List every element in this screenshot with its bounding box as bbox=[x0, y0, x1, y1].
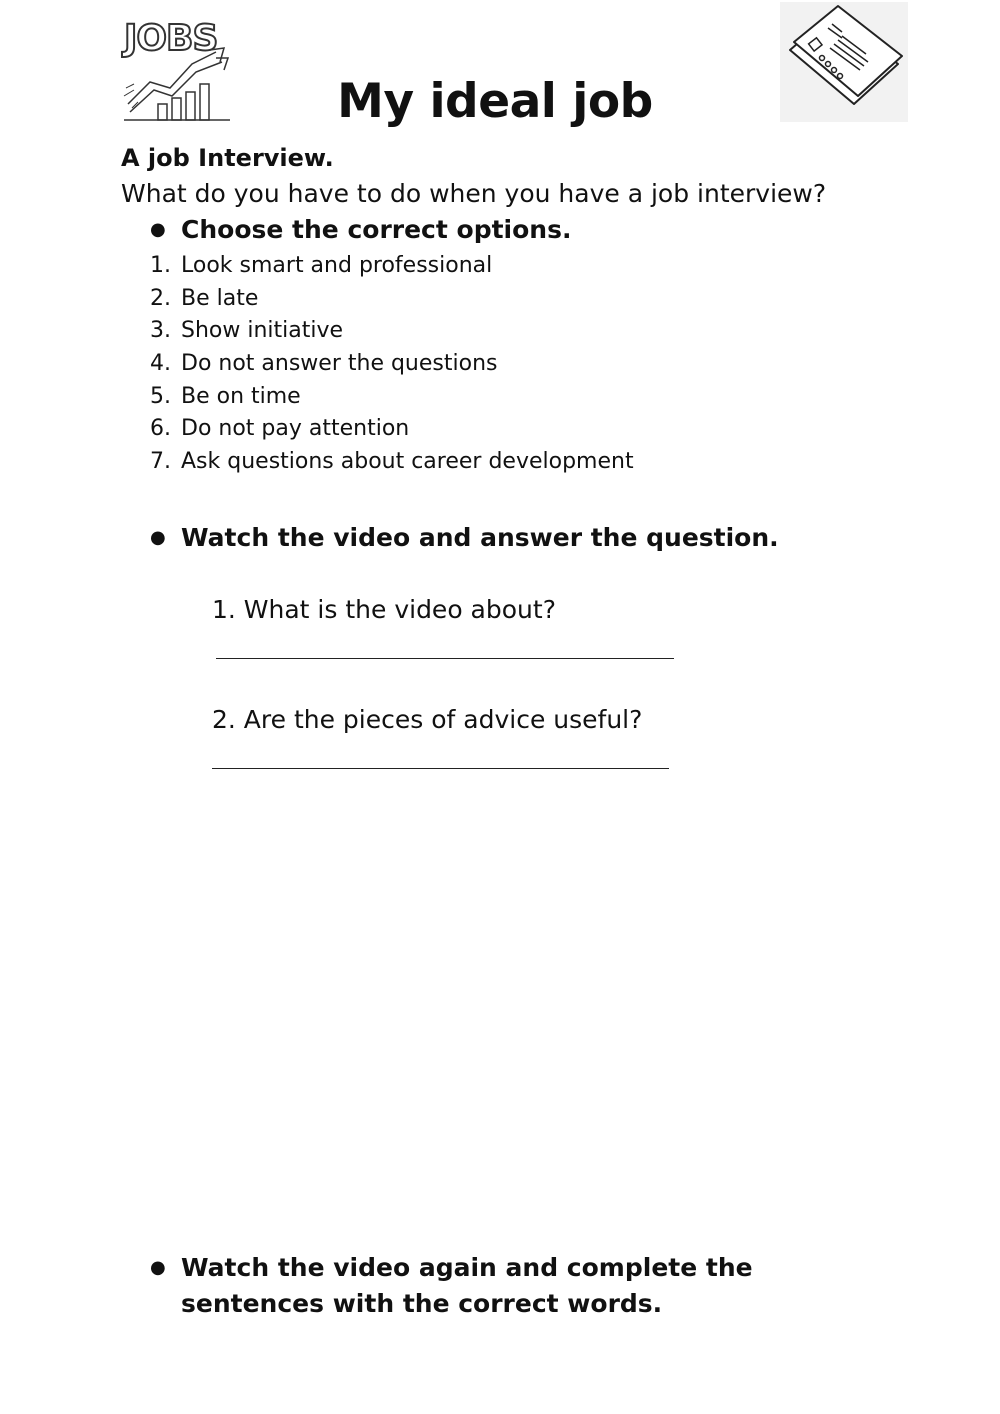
option-number: 5. bbox=[150, 383, 171, 409]
bullet-icon: ● bbox=[150, 219, 166, 240]
option-item[interactable] bbox=[150, 348, 634, 381]
instruction-text: Watch the video and answer the question. bbox=[181, 523, 779, 552]
answer-line-2[interactable] bbox=[212, 768, 669, 769]
instruction-complete-sentences bbox=[150, 1250, 890, 1322]
page-title: My ideal job bbox=[337, 74, 653, 129]
option-text: Ask questions about career development bbox=[181, 449, 634, 475]
option-number: 2. bbox=[150, 285, 171, 311]
instruction-watch-video bbox=[150, 520, 890, 556]
option-item[interactable] bbox=[150, 315, 634, 348]
option-text: Look smart and professional bbox=[181, 253, 493, 278]
answer-line-1[interactable] bbox=[216, 658, 674, 659]
option-item[interactable] bbox=[150, 413, 634, 446]
svg-text:JOBS: JOBS bbox=[124, 18, 218, 59]
option-text: Be on time bbox=[181, 383, 301, 409]
option-text: Do not answer the questions bbox=[181, 351, 498, 377]
section-title: A job Interview. bbox=[121, 144, 334, 172]
option-item[interactable] bbox=[150, 283, 634, 316]
instruction-text: Watch the video again and complete the sentences with the correct words. bbox=[181, 1253, 753, 1318]
option-text: Be late bbox=[181, 285, 259, 311]
option-item[interactable] bbox=[150, 446, 634, 479]
intro-question: What do you have to do when you have a job interview? bbox=[121, 179, 827, 208]
question-2: 2. Are the pieces of advice useful? bbox=[212, 705, 643, 734]
option-item[interactable] bbox=[150, 250, 634, 283]
option-number: 7. bbox=[150, 449, 171, 475]
option-number: 3. bbox=[150, 318, 171, 344]
option-number: 6. bbox=[150, 416, 171, 442]
option-number: 4. bbox=[150, 351, 171, 377]
option-text: Show initiative bbox=[181, 318, 344, 344]
bullet-icon: ● bbox=[150, 1257, 166, 1278]
bullet-icon: ● bbox=[150, 527, 166, 548]
question-1: 1. What is the video about? bbox=[212, 595, 556, 624]
instruction-choose-options bbox=[150, 212, 890, 248]
instruction-text: Choose the correct options. bbox=[181, 215, 572, 244]
options-list bbox=[150, 250, 634, 479]
option-item[interactable] bbox=[150, 381, 634, 414]
option-text: Do not pay attention bbox=[181, 416, 410, 442]
option-number: 1. bbox=[150, 253, 171, 278]
